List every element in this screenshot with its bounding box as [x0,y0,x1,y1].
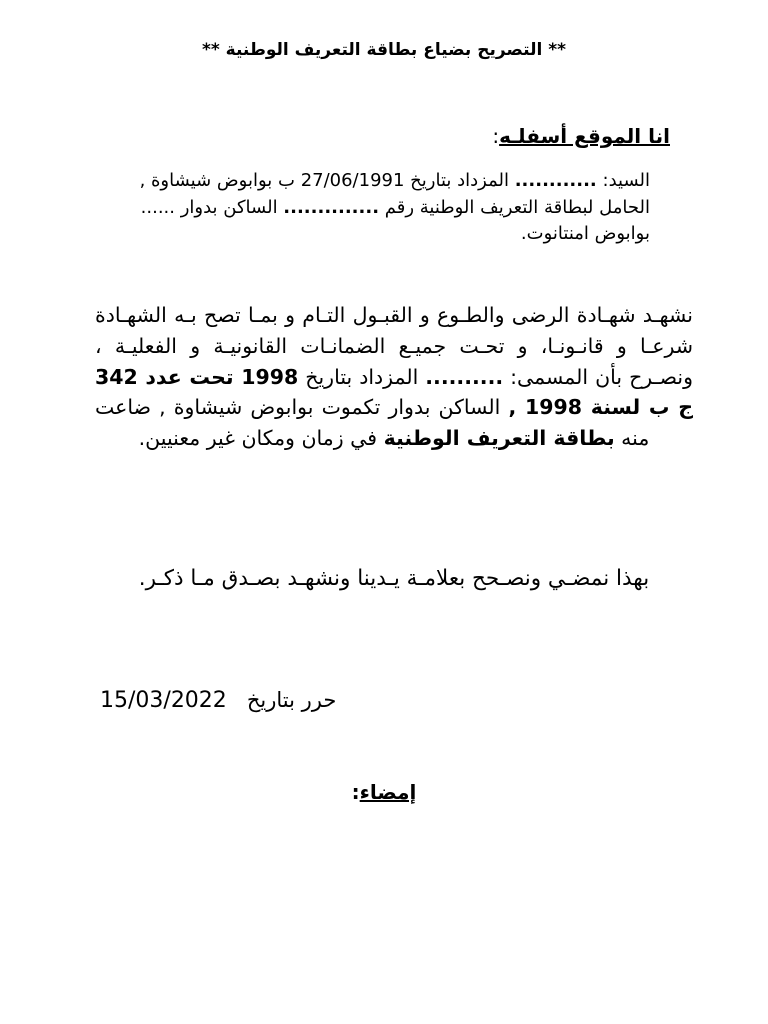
signature-colon: : [351,780,360,804]
testimony-name-placeholder: .......... [425,364,504,389]
closing-paragraph: بهذا نمضـي ونصـحح بعلامـة يـدينا ونشهـد بصـدق مـا ذكـر. [138,566,650,591]
testimony-text-2: المزداد بتاريخ [298,364,426,389]
identity-id-placeholder: .............. [283,196,380,218]
identity-text-1: السيد: [596,170,650,191]
declarant-heading-label: انا الموقع أسفلـه [499,124,670,148]
testimony-text-4: في زمان ومكان غير معنيين. [138,426,384,450]
declarant-heading-colon: : [492,124,500,148]
identity-name-placeholder: ............ [514,170,597,191]
testimony-card-name: بطاقة التعريف الوطنية [383,426,615,450]
signature-line [0,780,768,804]
document-title: ** التصريح بضياع بطاقة التعريف الوطنية ** [201,40,567,60]
testimony-birth-record: 1998 تحت عدد 342 ج ب لسنة 1998 , [95,364,693,420]
identity-text-3: الساكن بدوار ...... بوابوض امنتانوت. [140,196,650,245]
issue-date-label: حرر بتاريخ [246,688,337,712]
testimony-text-3: الساكن بدوار تكموت بوابوض شيشاوة , ضاعت منه [95,395,650,450]
declarant-heading [492,124,670,148]
testimony-text-1: نشهـد شهـادة الرضى والطـوع و القبـول التـام و بمـا تصح بـه الشهـادة شرعـا و قانـونـا، و تحـت جميـع الضمانـات القانونيـة و الفعليـة ، ونصـرح بأن المسمى: [95,303,693,389]
issue-date-value: 15/03/2022 [100,688,227,713]
signature-label: إمضاء [359,780,417,804]
testimony-paragraph [95,300,693,454]
declarant-identity-paragraph [100,168,650,248]
issue-date-line [100,688,336,713]
identity-text-2: المزداد بتاريخ 27/06/1991 ب بوابوض شيشاوة , الحامل لبطاقة التعريف الوطنية رقم [139,170,650,218]
